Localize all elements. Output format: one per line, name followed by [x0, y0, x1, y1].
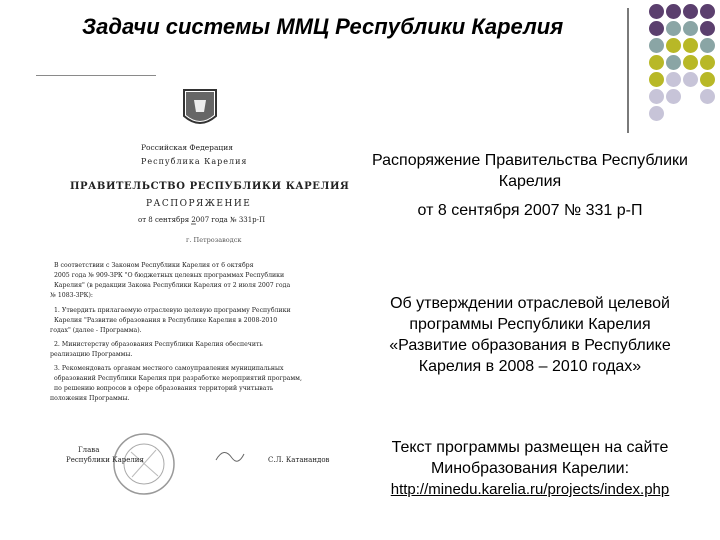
doc-body-line: годах" (далее - Программа).	[50, 327, 142, 334]
decor-dot	[649, 21, 664, 36]
doc-body-line: № 1083-ЗРК):	[50, 292, 93, 299]
decor-dot	[666, 38, 681, 53]
decor-dot	[700, 106, 715, 121]
decor-dot	[649, 55, 664, 70]
decor-dot	[683, 38, 698, 53]
document-scan-image	[36, 72, 364, 534]
doc-body-line: образований Республики Карелия при разработке мероприятий программ,	[54, 375, 302, 382]
decor-dot	[683, 106, 698, 121]
decor-dot	[666, 21, 681, 36]
decor-dot	[683, 72, 698, 87]
doc-sign-role-2: Республики Карелия	[66, 456, 144, 464]
coat-of-arms-icon	[184, 90, 216, 123]
decor-dot	[632, 55, 647, 70]
doc-body-line: реализацию Программы.	[50, 351, 133, 358]
decor-dot	[700, 89, 715, 104]
doc-body-line: положения Программы.	[50, 395, 130, 402]
program-link[interactable]: http://minedu.karelia.ru/projects/index.php	[390, 481, 670, 498]
decor-dot	[632, 4, 647, 19]
decor-dot	[632, 38, 647, 53]
decor-divider	[627, 8, 629, 133]
decree-subject: Об утверждении отраслевой целевой программы Республики Карелия «Развитие образования в Республике Карелия в 2008 – 2010 годах»	[389, 295, 671, 375]
decor-dot	[700, 72, 715, 87]
decor-dot	[683, 89, 698, 104]
decor-dot	[700, 38, 715, 53]
decree-title: Распоряжение Правительства Республики Карелия	[372, 152, 688, 190]
decor-dot	[632, 106, 647, 121]
doc-body-line: 3. Рекомендовать органам местного самоуправления муниципальных	[54, 365, 284, 372]
decor-dot	[632, 72, 647, 87]
decor-dot-grid	[632, 4, 717, 123]
decor-dot	[700, 4, 715, 19]
signature-icon	[216, 452, 244, 461]
decor-dot	[649, 72, 664, 87]
doc-body-line: 1. Утвердить прилагаемую отраслевую целевую программу Республики	[54, 307, 291, 314]
decor-dot	[666, 55, 681, 70]
decor-dot	[649, 89, 664, 104]
decor-dot	[683, 21, 698, 36]
slide-title: Задачи системы ММЦ Республики Карелия	[82, 14, 564, 39]
doc-body-line: 2005 года № 909-ЗРК "О бюджетных целевых программах Республики	[54, 272, 285, 279]
decor-dot	[666, 106, 681, 121]
doc-body-line: Карелия" (в редакции Закона Республики Карелия от 2 июля 2007 года	[54, 282, 291, 289]
doc-region: Республика Карелия	[141, 157, 248, 166]
doc-date-number: от 8 сентября 2007 года № 331р-П	[138, 216, 266, 224]
doc-signer: С.Л. Катанандов	[268, 456, 330, 464]
decor-dot	[632, 89, 647, 104]
doc-sign-role-1: Глава	[78, 446, 100, 454]
doc-type: РАСПОРЯЖЕНИЕ	[146, 199, 252, 209]
doc-body-line: Карелия "Развитие образования в Республике Карелия в 2008-2010	[54, 317, 278, 324]
doc-body-line: 2. Министерству образования Республики Карелия обеспечить	[54, 341, 263, 348]
decor-dot	[683, 55, 698, 70]
decor-dot	[700, 55, 715, 70]
decor-dot	[683, 4, 698, 19]
decor-dot	[649, 38, 664, 53]
stamp-seal-icon	[114, 434, 174, 494]
decor-dot	[700, 21, 715, 36]
doc-country: Российская Федерация	[141, 143, 233, 152]
decor-dot	[666, 4, 681, 19]
program-text-label: Текст программы размещен на сайте Минобразования Карелии:	[391, 439, 669, 477]
decor-dot	[649, 106, 664, 121]
doc-body-line: В соответствии с Законом Республики Карелия от 6 октября	[54, 262, 254, 269]
decree-date-number: от 8 сентября 2007 № 331 р-П	[417, 202, 643, 219]
doc-body	[50, 262, 302, 402]
decor-dot	[666, 89, 681, 104]
doc-city: г. Петрозаводск	[186, 236, 242, 244]
decor-dot	[649, 4, 664, 19]
decor-dot	[666, 72, 681, 87]
doc-government: ПРАВИТЕЛЬСТВО РЕСПУБЛИКИ КАРЕЛИЯ	[70, 181, 350, 192]
program-text-note	[370, 437, 690, 500]
decor-dot	[632, 21, 647, 36]
doc-body-line: по решению вопросов в сфере образования территорий учитывать	[54, 385, 274, 392]
